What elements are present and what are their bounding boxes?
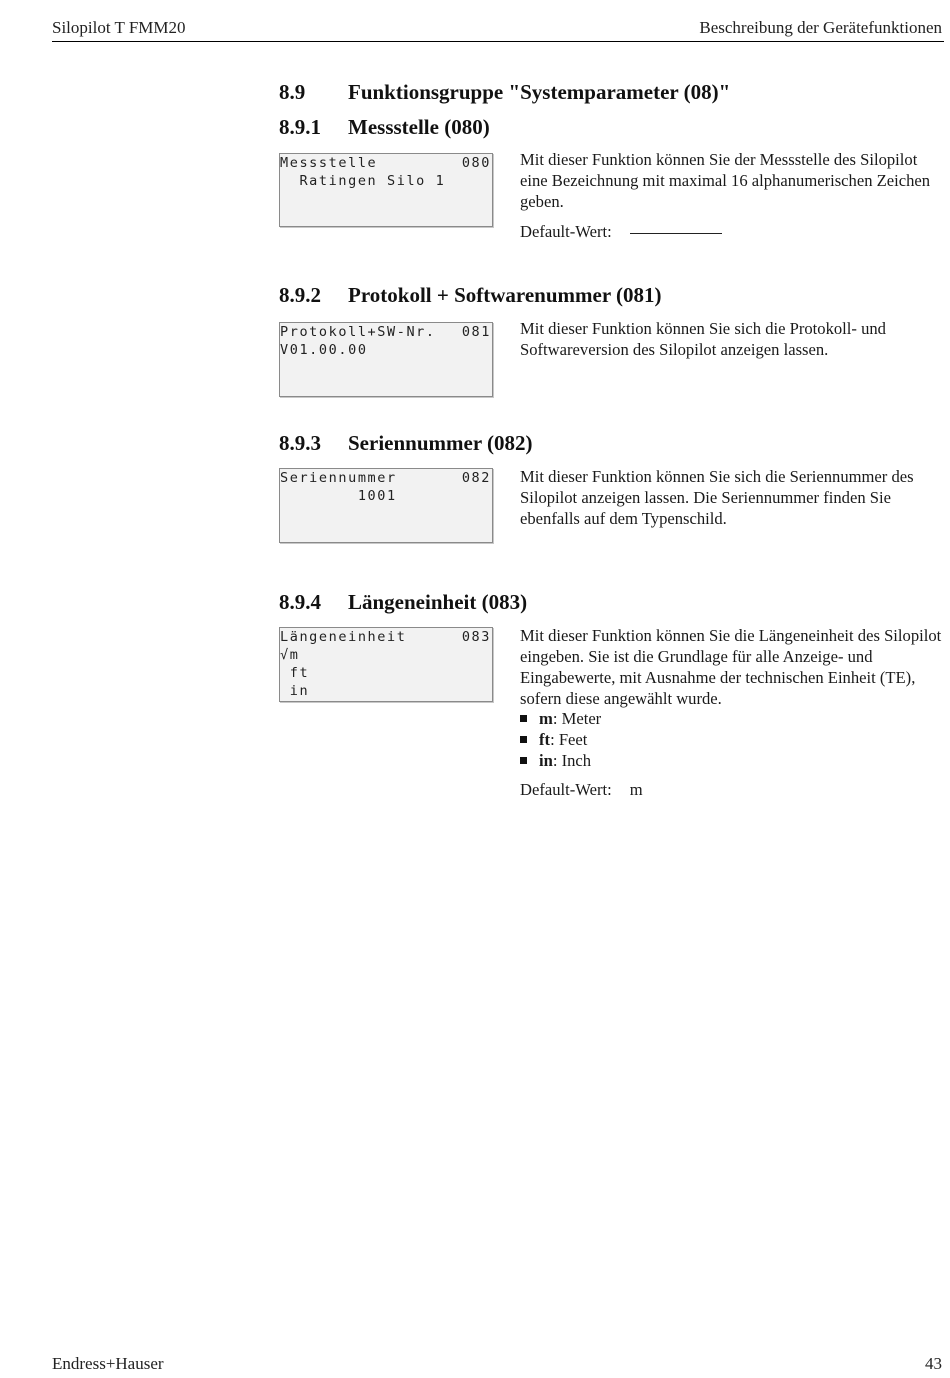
subsection-heading-seriennummer <box>279 431 533 456</box>
lcd-function-code: 081 <box>461 324 491 340</box>
subsection-title: Messstelle (080) <box>348 115 490 139</box>
subsection-title: Protokoll + Softwarenummer (081) <box>348 283 662 307</box>
option-desc: : Meter <box>552 709 602 728</box>
lcd-line <box>280 628 492 646</box>
description-protokoll: Mit dieser Funktion können Sie sich die Protokoll- und Softwareversion des Silopilot anzeigen lassen. <box>520 319 886 359</box>
default-value: m <box>629 780 643 799</box>
option-key: ft <box>539 730 551 749</box>
option-key: m <box>539 709 553 728</box>
subsection-number: 8.9.1 <box>279 115 321 139</box>
default-value-messstelle <box>520 222 722 242</box>
subsection-title: Seriennummer (082) <box>348 431 533 455</box>
lcd-display-seriennummer <box>279 468 493 543</box>
option-desc: : Feet <box>550 730 588 749</box>
lcd-value: V01.00.00 <box>280 342 368 358</box>
lcd-line <box>280 323 492 341</box>
default-label: Default-Wert: <box>520 780 612 799</box>
lcd-function-name: Längeneinheit <box>280 629 407 645</box>
description-messstelle: Mit dieser Funktion können Sie der Messstelle des Silopilot eine Bezeichnung mit maximal 16 alphanumerischen Zeichen geben. <box>520 150 931 211</box>
bullet-square-icon <box>520 715 527 722</box>
description-seriennummer: Mit dieser Funktion können Sie sich die Seriennummer des Silopilot anzeigen lassen. Die Seriennummer finden Sie ebenfalls auf dem Typenschild. <box>520 467 914 528</box>
lcd-line <box>280 341 492 359</box>
list-item <box>520 729 601 750</box>
subsection-heading-protokoll <box>279 283 662 308</box>
lcd-option: ft <box>280 665 310 681</box>
subsection-number: 8.9.2 <box>279 283 321 307</box>
lcd-function-code: 082 <box>461 470 491 486</box>
lcd-line <box>280 172 492 190</box>
page-number: 43 <box>925 1354 942 1373</box>
list-item <box>520 708 601 729</box>
lcd-function-name: Protokoll+SW-Nr. <box>280 324 436 340</box>
footer-company: Endress+Hauser <box>52 1354 164 1373</box>
subsection-number: 8.9.3 <box>279 431 321 455</box>
lcd-option: in <box>280 683 310 699</box>
lcd-function-name: Seriennummer <box>280 470 397 486</box>
unit-options-list <box>520 708 601 771</box>
option-desc: : Inch <box>552 751 592 770</box>
description-laengeneinheit: Mit dieser Funktion können Sie die Längeneinheit des Silopilot eingeben. Sie ist die Grundlage für alle Anzeige- und Eingabewerte, mit Ausnahme der technischen Einheit (TE), sofern diese angewählt wurde. <box>520 626 942 708</box>
lcd-value: 1001 <box>280 488 397 504</box>
lcd-line <box>280 664 492 682</box>
lcd-value: Ratingen Silo 1 <box>280 173 446 189</box>
subsection-heading-messstelle <box>279 115 490 140</box>
lcd-display-messstelle <box>279 153 493 227</box>
subsection-number: 8.9.4 <box>279 590 321 614</box>
lcd-function-name: Messstelle <box>280 155 378 171</box>
lcd-line <box>280 154 492 172</box>
subsection-title: Längeneinheit (083) <box>348 590 528 614</box>
default-value-laengeneinheit <box>520 780 643 800</box>
header-product-name: Silopilot T FMM20 <box>52 18 186 37</box>
lcd-line <box>280 682 492 700</box>
empty-default-dash <box>630 233 722 234</box>
section-number: 8.9 <box>279 80 306 104</box>
bullet-square-icon <box>520 736 527 743</box>
option-key: in <box>539 751 553 770</box>
lcd-function-code: 080 <box>461 155 491 171</box>
header-rule <box>52 41 944 42</box>
lcd-display-protokoll <box>279 322 493 397</box>
lcd-selected-option: √m <box>280 647 300 663</box>
default-label: Default-Wert: <box>520 222 612 241</box>
section-heading <box>279 80 730 105</box>
section-title: Funktionsgruppe "Systemparameter (08)" <box>348 80 731 104</box>
lcd-line <box>280 646 492 664</box>
list-item <box>520 750 601 771</box>
header-chapter-title: Beschreibung der Gerätefunktionen <box>699 18 942 37</box>
lcd-display-laengeneinheit <box>279 627 493 702</box>
bullet-square-icon <box>520 757 527 764</box>
lcd-function-code: 083 <box>461 629 491 645</box>
subsection-heading-laengeneinheit <box>279 590 527 615</box>
lcd-line <box>280 487 492 505</box>
lcd-line <box>280 469 492 487</box>
